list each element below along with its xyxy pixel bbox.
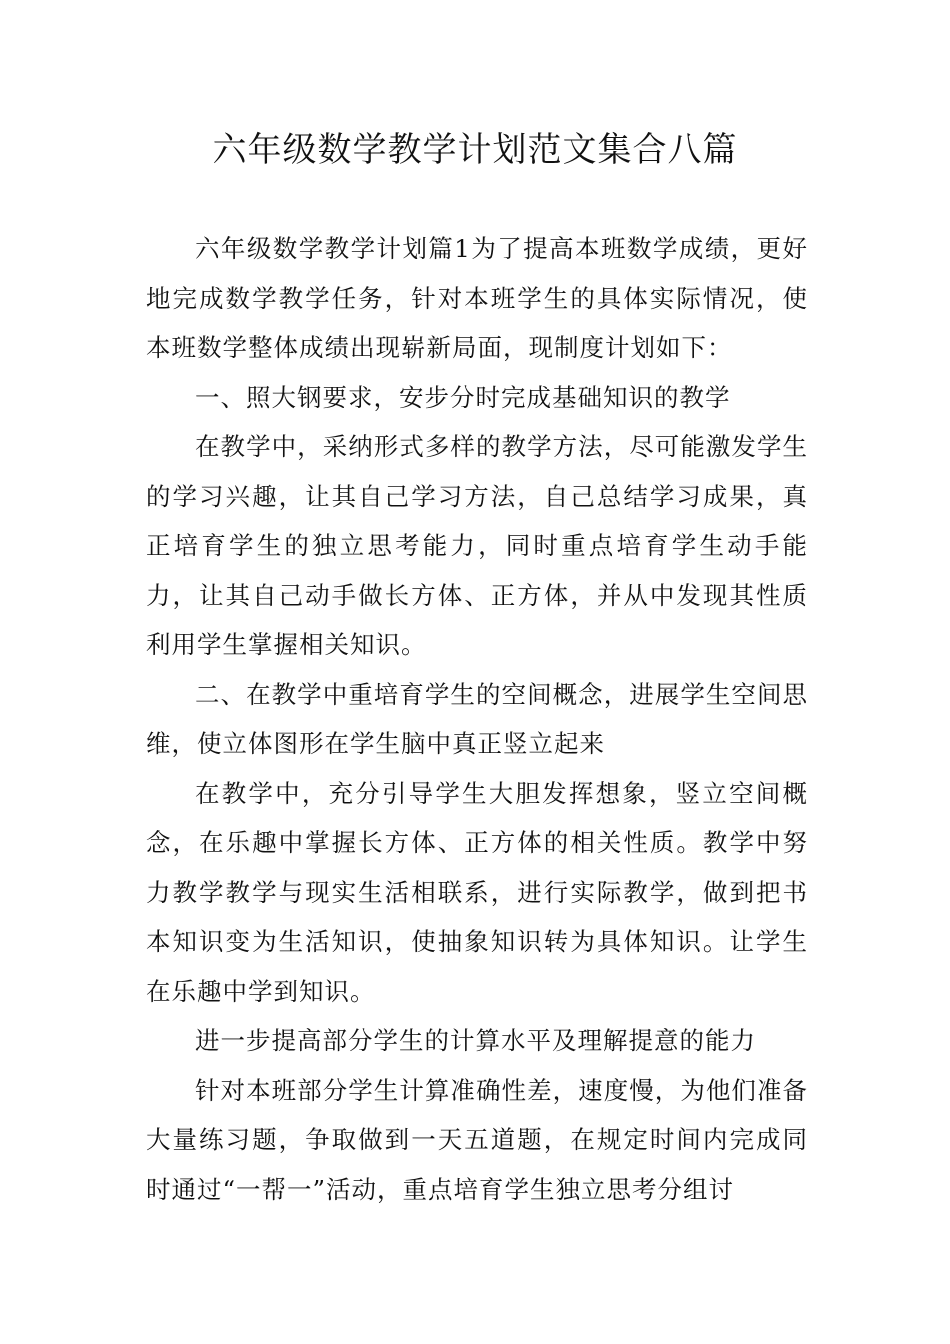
document-body: [146, 224, 808, 1214]
paragraph-heading-3: 进一步提高部分学生的计算水平及理解提意的能力: [195, 1026, 756, 1055]
document-title: 六年级数学教学计划范文集合八篇: [212, 130, 738, 170]
paragraph-heading-2: 二、在教学中重培育学生的空间概念，进展学生空间思维，使立体图形在学生脑中真正竖立起来: [146, 679, 808, 758]
paragraph-teaching-methods: 在教学中，采纳形式多样的教学方法，尽可能激发学生的学习兴趣，让其自己学习方法，自己总结学习成果，真正培育学生的独立思考能力，同时重点培育学生动手能力，让其自己动手做长方体、正方体，并从中发现其性质利用学生掌握相关知识。: [146, 432, 808, 659]
paragraph-heading-1: 一、照大钢要求，安步分时完成基础知识的教学: [195, 382, 731, 412]
paragraph-spatial-concept: 在教学中，充分引导学生大胆发挥想象，竖立空间概念，在乐趣中掌握长方体、正方体的相关性质。教学中努力教学教学与现实生活相联系，进行实际教学，做到把书本知识变为生活知识，使抽象知识转为具体知识。让学生在乐趣中学到知识。: [146, 778, 808, 1006]
paragraph-intro: 六年级数学教学计划篇1为了提高本班数学成绩，更好地完成数学教学任务，针对本班学生的具体实际情况，使本班数学整体成绩出现崭新局面，现制度计划如下：: [146, 234, 808, 362]
paragraph-calculation: 针对本班部分学生计算准确性差，速度慢，为他们准备大量练习题，争取做到一天五道题，在规定时间内完成同时通过“一帮一”活动，重点培育学生独立思考分组讨: [146, 1075, 808, 1204]
